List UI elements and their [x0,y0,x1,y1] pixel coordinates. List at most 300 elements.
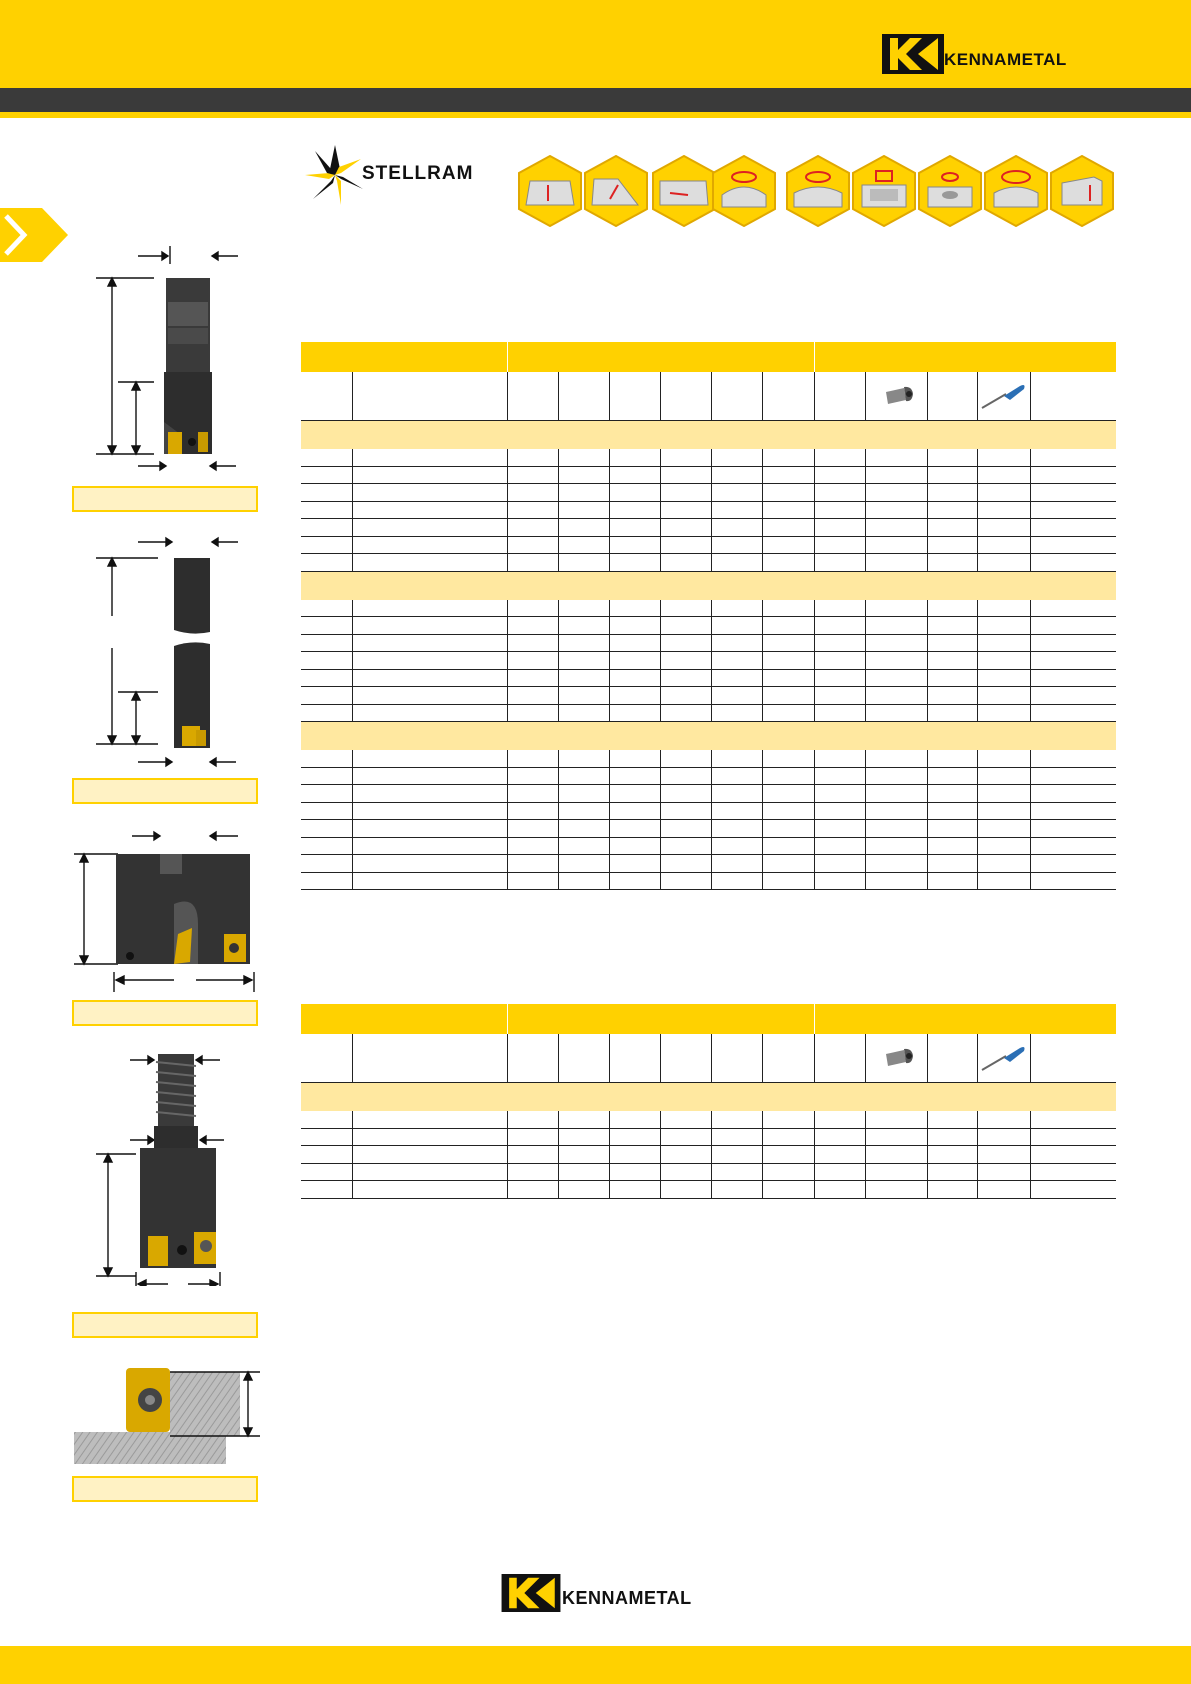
table-cell [928,1111,978,1128]
table-cell [508,554,559,571]
table-cell [978,537,1031,554]
table-cell [928,1129,978,1146]
table-cell [1031,449,1116,466]
table-cell [1031,820,1116,837]
table-cell [928,600,978,617]
table-cell [1031,670,1116,687]
table-cell [661,785,712,802]
table-cell [353,670,508,687]
table-cell [610,1181,661,1198]
table-cell [610,820,661,837]
insert-screw-icon [882,384,916,406]
table-row [301,768,1116,786]
table-cell [866,600,928,617]
table-cell [508,855,559,872]
table-cell [763,600,815,617]
table-cell [712,687,763,704]
table-cell [928,670,978,687]
table-cell [928,873,978,890]
table-cell [353,873,508,890]
table-cell [661,750,712,767]
table-cell [610,449,661,466]
table-row [301,554,1116,572]
table-cell [978,617,1031,634]
table-cell [712,635,763,652]
table-cell [978,705,1031,722]
table-cell [353,467,508,484]
table-cell [508,449,559,466]
table-cell [661,1111,712,1128]
table-cell [928,768,978,785]
table1-subheader [301,372,1116,421]
table-cell [559,1164,610,1181]
table-cell [1031,855,1116,872]
table-cell [763,1129,815,1146]
table-cell [661,705,712,722]
table-row [301,1164,1116,1182]
table-cell [1031,705,1116,722]
table-cell [610,838,661,855]
table-cell [610,484,661,501]
table-cell [1031,803,1116,820]
table-cell [978,803,1031,820]
end-mill-weldon-drawing [88,246,258,476]
table-cell [815,803,866,820]
table-cell [1031,554,1116,571]
table-cell [301,1111,353,1128]
table-cell [301,1129,353,1146]
table-cell [508,750,559,767]
table-cell [508,635,559,652]
table-cell [712,652,763,669]
table-cell [712,670,763,687]
table-cell [559,537,610,554]
insert-caption-box [72,1476,258,1502]
table-cell [508,820,559,837]
table-cell [301,785,353,802]
table-cell [763,855,815,872]
table-cell [301,1181,353,1198]
table-cell [928,554,978,571]
table-cell [978,1181,1031,1198]
table-cell [353,687,508,704]
table-cell [301,519,353,536]
table-cell [815,502,866,519]
table-cell [1031,537,1116,554]
table-cell [763,484,815,501]
kennametal-logo-top [882,34,1082,74]
table-cell [763,705,815,722]
table-cell [508,484,559,501]
table-cell [712,750,763,767]
table-cell [763,554,815,571]
table-cell [978,687,1031,704]
table-cell [353,855,508,872]
table-cell [815,635,866,652]
table-cell [928,467,978,484]
table-cell [815,467,866,484]
table-row [301,519,1116,537]
table-cell [610,705,661,722]
table-cell [508,1111,559,1128]
table-cell [508,1164,559,1181]
table-row [301,705,1116,723]
tool1-caption-box [72,486,258,512]
insert-detail-drawing [74,1360,260,1468]
table-cell [763,1181,815,1198]
table-cell [610,687,661,704]
torx-driver-icon [980,380,1028,410]
table-cell [610,617,661,634]
table-cell [661,838,712,855]
table-cell [610,785,661,802]
table-cell [353,768,508,785]
table-cell [661,1129,712,1146]
edge-milling-icon [1050,155,1114,227]
table-cell [301,838,353,855]
table-cell [661,652,712,669]
table-cell [353,1181,508,1198]
table-cell [978,652,1031,669]
table-cell [559,873,610,890]
table-cell [712,502,763,519]
table-cell [661,670,712,687]
table-row [301,785,1116,803]
table-cell [610,635,661,652]
table-cell [661,617,712,634]
table-cell [610,750,661,767]
table-cell [928,687,978,704]
table-cell [866,803,928,820]
table-cell [866,855,928,872]
table-cell [508,687,559,704]
table-cell [1031,467,1116,484]
table-cell [353,635,508,652]
table-cell [815,750,866,767]
table-cell [815,449,866,466]
table-cell [712,803,763,820]
table-cell [978,600,1031,617]
pocket-milling-icon [852,155,916,227]
table-cell [661,484,712,501]
table-cell [815,838,866,855]
table-cell [508,1181,559,1198]
table-cell [712,484,763,501]
table-cell [610,768,661,785]
table-cell [301,652,353,669]
table-cell [353,502,508,519]
table-cell [1031,1111,1116,1128]
table-cell [815,670,866,687]
table-cell [866,449,928,466]
table-cell [353,449,508,466]
table-cell [815,768,866,785]
table-cell [610,652,661,669]
table-cell [559,484,610,501]
table-cell [610,873,661,890]
table-cell [661,1181,712,1198]
table-row [301,750,1116,768]
table-cell [763,635,815,652]
table-cell [763,1164,815,1181]
table-cell [712,838,763,855]
tool3-caption-box [72,1000,258,1026]
table-cell [661,768,712,785]
table-cell [508,838,559,855]
table-cell [712,467,763,484]
shell-mill-drawing [74,824,264,994]
table-cell [1031,600,1116,617]
table-cell [559,467,610,484]
table-cell [353,537,508,554]
end-mill-long-drawing [88,530,258,770]
table-group-band [301,421,1116,449]
tool4-caption-box [72,1312,258,1338]
table-cell [866,705,928,722]
table-cell [301,705,353,722]
table-cell [1031,652,1116,669]
table-row [301,1129,1116,1147]
table-cell [978,502,1031,519]
footer-bar [0,1646,1191,1684]
table-cell [508,1146,559,1163]
table-cell [866,1181,928,1198]
table-cell [712,873,763,890]
table-cell [978,484,1031,501]
table-cell [978,1146,1031,1163]
table-cell [763,838,815,855]
table-cell [1031,785,1116,802]
table-cell [661,1146,712,1163]
table-cell [978,750,1031,767]
table-cell [978,855,1031,872]
table-cell [763,820,815,837]
table-cell [301,873,353,890]
product-table-2 [301,1004,1116,1199]
kennametal-logo-bottom [500,1574,720,1614]
table-cell [559,1129,610,1146]
table-cell [559,449,610,466]
table-cell [763,873,815,890]
table-cell [815,705,866,722]
table-cell [978,785,1031,802]
table-cell [559,617,610,634]
table-cell [1031,1129,1116,1146]
table-cell [301,537,353,554]
table-cell [815,484,866,501]
table-cell [712,1146,763,1163]
table-cell [928,635,978,652]
table-cell [661,600,712,617]
table-cell [353,803,508,820]
table-cell [928,449,978,466]
table-row [301,855,1116,873]
table-row [301,449,1116,467]
table-cell [763,1146,815,1163]
product-table-1 [301,342,1116,890]
table-cell [928,820,978,837]
table2-subheader [301,1034,1116,1083]
table-cell [1031,1164,1116,1181]
table-cell [353,1164,508,1181]
table-cell [928,484,978,501]
table-cell [353,600,508,617]
table-cell [301,687,353,704]
table-cell [301,803,353,820]
table-cell [815,1164,866,1181]
table-cell [712,820,763,837]
table-cell [661,502,712,519]
table-cell [978,1111,1031,1128]
table-cell [559,502,610,519]
face-milling-icon [518,155,582,227]
table-cell [1031,519,1116,536]
table-cell [712,1181,763,1198]
table-row [301,652,1116,670]
table-cell [353,554,508,571]
table-cell [866,1129,928,1146]
table-cell [353,1111,508,1128]
table-cell [815,1146,866,1163]
table-cell [712,705,763,722]
table-cell [815,1181,866,1198]
table-row [301,838,1116,856]
table-cell [978,1164,1031,1181]
table-cell [661,855,712,872]
table-cell [978,873,1031,890]
table-cell [763,670,815,687]
hole-interpolation-icon [918,155,982,227]
table-cell [661,1164,712,1181]
table-cell [508,873,559,890]
table-cell [661,687,712,704]
table-cell [1031,1146,1116,1163]
table-row [301,467,1116,485]
table-cell [763,1111,815,1128]
table-cell [978,768,1031,785]
table-cell [610,467,661,484]
table-row [301,600,1116,618]
table-cell [353,519,508,536]
table-cell [866,1111,928,1128]
table-cell [815,617,866,634]
table-cell [559,820,610,837]
table-cell [763,502,815,519]
table-cell [815,855,866,872]
table-row [301,617,1116,635]
table-cell [866,519,928,536]
table-cell [928,1146,978,1163]
table-cell [353,652,508,669]
table-cell [928,838,978,855]
table-cell [559,803,610,820]
table-cell [815,1129,866,1146]
table-cell [978,467,1031,484]
shoulder-milling-icon [584,155,648,227]
table-cell [712,554,763,571]
table-cell [763,467,815,484]
slot-milling-icon [652,155,716,227]
table-cell [815,537,866,554]
table-cell [559,670,610,687]
kennametal-wordmark: KENNAMETAL [562,1588,692,1608]
table-cell [763,750,815,767]
table-cell [559,1111,610,1128]
table-cell [610,1146,661,1163]
table-cell [763,687,815,704]
table-cell [559,1181,610,1198]
table-cell [301,467,353,484]
stellram-wordmark: STELLRAM [362,163,474,184]
table-cell [610,1129,661,1146]
table-cell [610,600,661,617]
section-tab-chevron [0,208,68,262]
table-cell [712,537,763,554]
table-cell [661,537,712,554]
table-cell [508,652,559,669]
table-cell [712,1111,763,1128]
table-cell [353,838,508,855]
table-cell [353,750,508,767]
table-cell [928,652,978,669]
table-cell [866,617,928,634]
table-cell [866,670,928,687]
table-cell [353,1146,508,1163]
table-cell [866,768,928,785]
table-cell [610,519,661,536]
table-cell [661,873,712,890]
table-cell [866,687,928,704]
table2-header [301,1004,1116,1034]
kennametal-k-icon [500,1574,562,1612]
table-cell [712,600,763,617]
table-cell [928,1181,978,1198]
table-cell [928,519,978,536]
helical-interpolation-icon [712,155,776,227]
table-cell [610,1111,661,1128]
table-cell [301,502,353,519]
table-cell [301,617,353,634]
table-cell [763,617,815,634]
table-cell [928,855,978,872]
table-cell [712,785,763,802]
table-cell [661,554,712,571]
table-cell [928,785,978,802]
table-cell [978,1129,1031,1146]
table-cell [928,705,978,722]
table-row [301,635,1116,653]
table-cell [1031,838,1116,855]
table-cell [301,600,353,617]
table-cell [301,554,353,571]
table-row [301,484,1116,502]
table-cell [508,803,559,820]
table-cell [661,635,712,652]
tool2-caption-box [72,778,258,804]
table-cell [928,750,978,767]
table-row [301,1111,1116,1129]
table-cell [763,449,815,466]
table-cell [978,635,1031,652]
table-row [301,1181,1116,1199]
table-cell [866,1164,928,1181]
table-cell [866,537,928,554]
table-cell [928,502,978,519]
table-cell [815,785,866,802]
table-cell [301,768,353,785]
table-cell [866,1146,928,1163]
table-cell [301,484,353,501]
